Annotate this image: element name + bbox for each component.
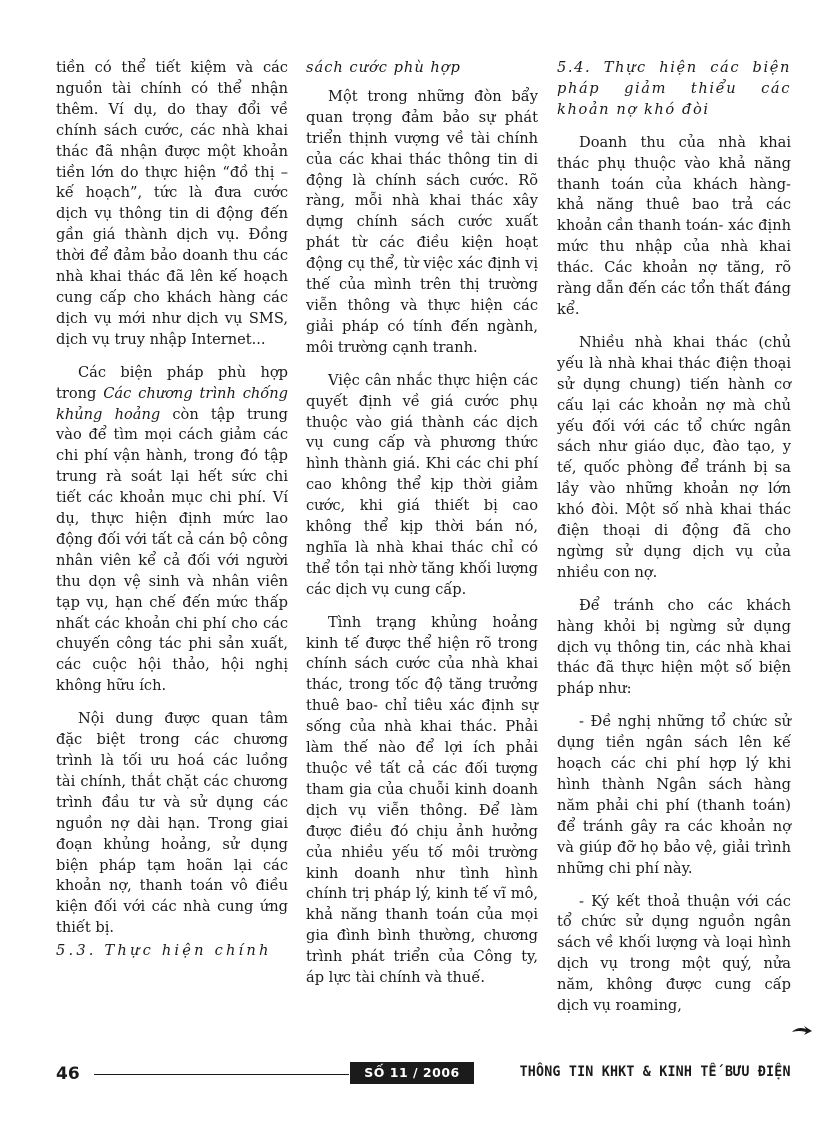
column-1 bbox=[56, 58, 288, 974]
page-number: 46 bbox=[56, 1064, 80, 1084]
section-heading-5-3-end: sách cước phù hợp bbox=[306, 59, 461, 76]
paragraph: Nội dung được quan tâm đặc biệt trong các chương trình là tối ưu hoá các luồng tài chính, thắt chặt các chương trình đầu tư và sử dụng các nguồn nợ dài hạn. Trong giai đoạn khủng hoảng, sử dụng biện pháp tạm hoãn lại các khoản nợ, thanh toán vô điều kiện đối với các nhà cung ứng thiết bị. bbox=[56, 710, 288, 937]
paragraph: Nhiều nhà khai thác (chủ yếu là nhà khai thác điện thoại sử dụng chung) tiến hành cơ cấu lại các khoản nợ mà chủ yếu đối với các tổ chức ngân sách như giáo dục, đào tạo, y tế, quốc phòng để tránh bị sa lầy vào những khoản nợ lớn khó đòi. Một số nhà khai thác điện thoại di động đã cho ngừng sử dụng dịch vụ của nhiều con nợ. bbox=[557, 333, 791, 581]
journal-title: THÔNG TIN KHKT & KINH TẾ BƯU ĐIỆN bbox=[519, 1064, 791, 1080]
footer-rule bbox=[94, 1074, 349, 1075]
page-footer bbox=[56, 1062, 791, 1086]
paragraph: Một trong những đòn bẩy quan trọng đảm bảo sự phát triển thịnh vượng về tài chính của các khai thác thông tin di động là chính sách cước. Rõ ràng, mỗi nhà khai thác xây dựng chính sách cước xuất phát từ các điều kiện hoạt động cụ thể, từ việc xác định vị thế của mình trên thị trường viễn thông và thực hiện các giải pháp có tính đến ngành, môi trường cạnh tranh. bbox=[306, 87, 538, 356]
italic-term: Các chương trình chống khủng hoảng bbox=[56, 384, 288, 423]
paragraph: Các biện pháp phù hợp trong Các chương trình chống khủng hoảng còn tập trung vào để tìm mọi cách giảm các chi phí vận hành, trong đó tập trung rà soát lại hết sức chi tiết các khoản mục chi phí. Ví dụ, thực hiện định mức lao động đối với tất cả cán bộ công nhân viên kể cả đối với người thu dọn vệ sinh và nhân viên tạp vụ, hạn chế đến mức thấp nhất các khoản chi phí cho các chuyến công tác phi sản xuất, các cuộc hội thảo, hội nghị không hữu ích. bbox=[56, 363, 288, 695]
section-heading-5-4: 5.4. Thực hiện các biện pháp giảm thiểu các khoản nợ khó đòi bbox=[557, 59, 791, 118]
paragraph: Doanh thu của nhà khai thác phụ thuộc vào khả năng thanh toán của khách hàng- khả năng thuê bao trả các khoản cần thanh toán- xác định mức thu nhập của nhà khai thác. Các khoản nợ tăng, rõ ràng dẫn đến các tổn thất đáng kể. bbox=[557, 133, 791, 318]
paragraph: Tình trạng khủng hoảng kinh tế được thể hiện rõ trong chính sách cước của nhà khai thác, trong tốc độ tăng trưởng thuê bao- chỉ tiêu xác định sự sống của nhà khai thác. Phải làm thế nào để lợi ích phải thuộc về tất cả các đối tượng tham gia của chuỗi kinh doanh dịch vụ viễn thông. Để làm được điều đó chịu ảnh hưởng của nhiều yếu tố môi trường kinh doanh như tình hình chính trị pháp lý, kinh tế vĩ mô, khả năng thanh toán của mọi gia đình bình thường, chương trình phát triển của Công ty, áp lực tài chính và thuế. bbox=[306, 613, 538, 987]
paragraph: Việc cân nhắc thực hiện các quyết định về giá cước phụ thuộc vào giá thành các dịch vụ cung cấp và phương thức hình thành giá. Khi các chi phí cao không thể kịp thời giảm cước, khi giá thiết bị cao không thể kịp thời bán nó, nghĩa là nhà khai thác chỉ có thể tồn tại nhờ tăng khối lượng các dịch vụ cung cấp. bbox=[306, 371, 538, 598]
paragraph: tiền có thể tiết kiệm và các nguồn tài chính có thể nhận thêm. Ví dụ, do thay đổi về chính sách cước, các nhà khai thác đã nhận được một khoản tiền lớn do thực hiện “đồ thị – kế hoạch”, tức là đưa cước dịch vụ thông tin di động đến gần giá thành dịch vụ. Đồng thời để đảm bảo doanh thu các nhà khai thác đã lên kế hoạch cung cấp cho khách hàng các dịch vụ mới như dịch vụ SMS, dịch vụ truy nhập Internet... bbox=[56, 59, 288, 348]
issue-badge: SỐ 11 / 2006 bbox=[350, 1062, 474, 1084]
paragraph: - Đề nghị những tổ chức sử dụng tiền ngân sách lên kế hoạch các chi phí hợp lý khi hình thành Ngân sách hàng năm phải chi phí (thanh toán) để tránh gây ra các khoản nợ và giúp đỡ họ bảo vệ, giải trình những chi phí này. bbox=[557, 713, 791, 877]
paragraph: Để tránh cho các khách hàng khỏi bị ngừng sử dụng dịch vụ thông tin, các nhà khai thác đã thực hiện một số biện pháp như: bbox=[557, 596, 791, 698]
section-heading-5-3: 5.3. Thực hiện chính bbox=[56, 942, 272, 960]
paragraph: - Ký kết thoả thuận với các tổ chức sử dụng nguồn ngân sách về khối lượng và loại hình dịch vụ trong một quý, nửa năm, không được cung cấp dịch vụ roaming, bbox=[557, 892, 791, 1015]
column-3 bbox=[557, 58, 791, 1029]
column-2 bbox=[306, 58, 538, 1001]
continue-arrow-icon bbox=[790, 1024, 814, 1038]
